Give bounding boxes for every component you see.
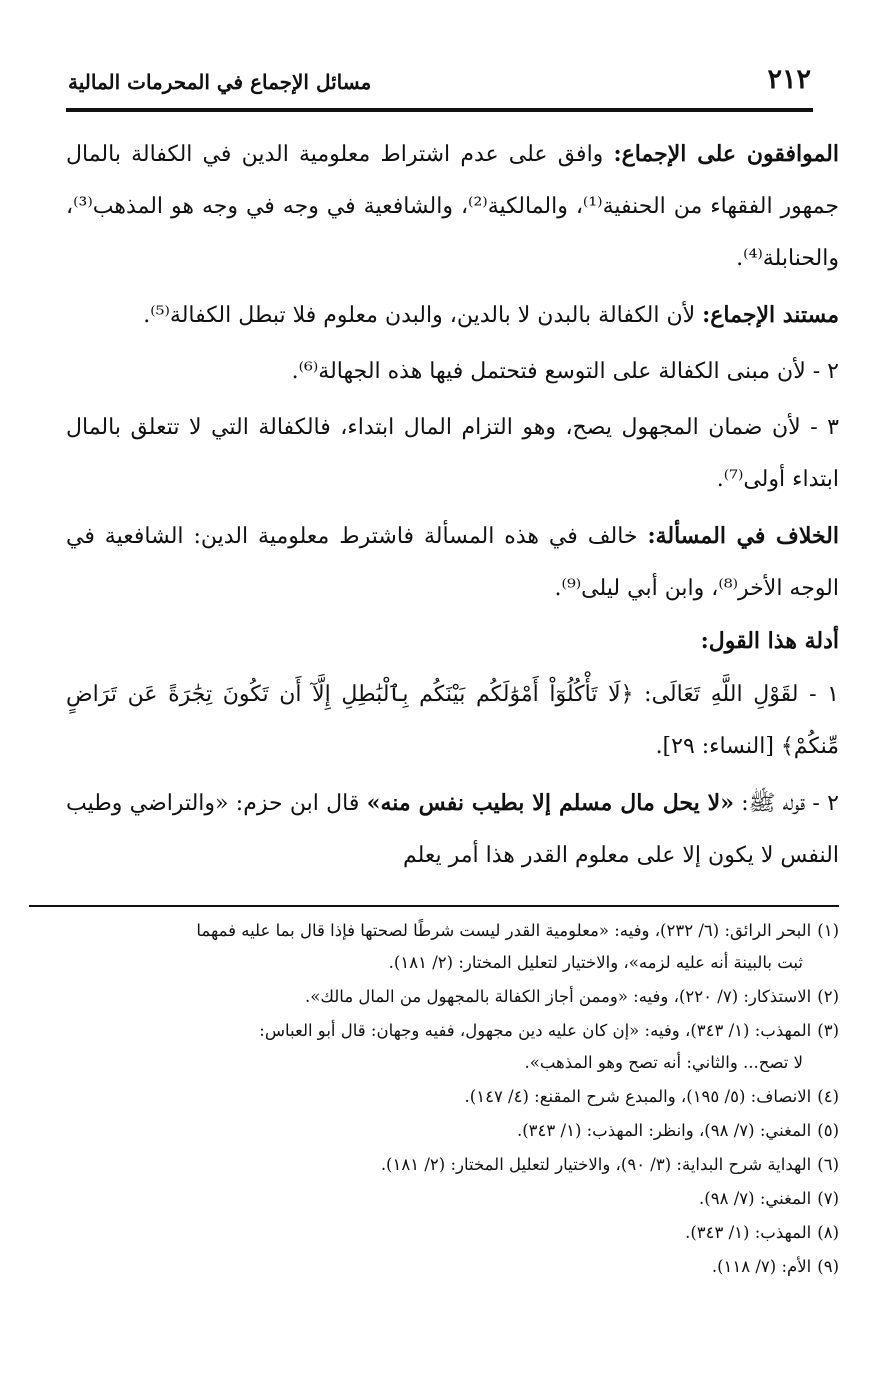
footnote-text: الأم: (٧/ ١١٨). xyxy=(711,1257,812,1276)
footnote-text: البحر الرائق: (٦/ ٢٣٢)، وفيه: «معلومية القدر ليست شرطًا لصحتها فإذا قال بما عليه فمهما xyxy=(196,921,812,940)
running-title: مسائل الإجماع في المحرمات المالية xyxy=(68,70,372,94)
paragraph-evidence-1: ١ - لقَوْلِ اللَّهِ تَعَالَى: ﴿لَا تَأْكُلُوٓاْ أَمْوَٰلَكُم بَيْنَكُم بِٱلْبَٰطِلِ إِلَّآ أَن تَكُونَ تِجَٰرَةً عَن تَرَاضٍ مِّنكُمْ﴾ [النساء: ٢٩]. xyxy=(66,682,839,759)
footnote-text: المغني: (٧/ ٩٨)، وانظر: المهذب: (١/ ٣٤٣). xyxy=(516,1121,812,1140)
footnote-number: (١) xyxy=(817,921,839,940)
paragraph-agreement xyxy=(66,128,839,285)
footnote-text: المهذب: (١/ ٣٤٣). xyxy=(685,1223,812,1242)
paragraph-lead: مستند الإجماع: xyxy=(702,302,839,328)
footnote-2 xyxy=(66,981,839,1013)
paragraph-basis xyxy=(66,289,839,342)
footnote-rule xyxy=(29,905,839,907)
footnote-text: الانصاف: (٥/ ١٩٥)، والمبدع شرح المقنع: (٤/ ١٤٧). xyxy=(464,1087,812,1106)
paragraph-prefix: ٢ - قوله ﷺ: xyxy=(741,791,839,816)
footnote-number: (٤) xyxy=(817,1087,839,1106)
footnote-text: الهداية شرح البداية: (٣/ ٩٠)، والاختيار لتعليل المختار: (٢/ ١٨١). xyxy=(380,1155,812,1174)
footnote-number: (٨) xyxy=(817,1223,839,1242)
footnote-continuation: ثبت بالبينة أنه عليه لزمه»، والاختيار لتعليل المختار: (٢/ ١٨١). xyxy=(388,953,803,972)
footnote-number: (٢) xyxy=(817,987,839,1006)
footnote-text: الاستذكار: (٧/ ٢٢٠)، وفيه: «وممن أجاز الكفالة بالمجهول من المال مالك». xyxy=(305,987,812,1006)
page-header xyxy=(66,60,813,106)
footnote-5 xyxy=(66,1115,839,1147)
footnote-number: (٣) xyxy=(817,1021,839,1040)
footnote-text: المهذب: (١/ ٣٤٣)، وفيه: «إن كان عليه دين مجهول، ففيه وجهان: قال أبو العباس: xyxy=(259,1021,812,1040)
paragraph-lead: الموافقون على الإجماع: xyxy=(613,141,839,167)
header-rule xyxy=(66,108,813,112)
paragraph-evidence-2 xyxy=(66,777,839,882)
page-number: ٢١٢ xyxy=(767,64,811,95)
paragraph-text: وافق على عدم اشتراط معلومية الدين في الكفالة بالمال جمهور الفقهاء من الحنفية⁽¹⁾، والمالكية⁽²⁾، والشافعية في وجه في وجه هو المذهب⁽³⁾، والحنابلة⁽⁴⁾. xyxy=(66,142,839,271)
section-heading: أدلة هذا القول: xyxy=(700,628,839,654)
hadith-quote: «لا يحل مال مسلم إلا بطيب نفس منه» xyxy=(366,790,734,816)
paragraph-dispute xyxy=(66,510,839,615)
footnote-8 xyxy=(66,1217,839,1249)
footnote-9 xyxy=(66,1251,839,1283)
paragraph-point-3: ٣ - لأن ضمان المجهول يصح، وهو التزام المال ابتداء، فالكفالة التي لا تتعلق بالمال ابتداء أولى⁽⁷⁾. xyxy=(66,415,839,492)
footnote-number: (٦) xyxy=(817,1155,839,1174)
footnote-number: (٧) xyxy=(817,1189,839,1208)
footnotes xyxy=(66,915,839,1285)
paragraph-text: قال ابن حزم: «والتراضي وطيب النفس لا يكون إلا على معلوم القدر هذا أمر يعلم xyxy=(66,791,839,868)
paragraph-lead: الخلاف في المسألة: xyxy=(647,523,839,549)
footnote-number: (٥) xyxy=(817,1121,839,1140)
footnote-4 xyxy=(66,1081,839,1113)
footnote-1 xyxy=(66,915,839,979)
footnote-number: (٩) xyxy=(817,1257,839,1276)
paragraph-point-2: ٢ - لأن مبنى الكفالة على التوسع فتحتمل فيها هذه الجهالة⁽⁶⁾. xyxy=(291,359,839,384)
footnote-continuation: لا تصح... والثاني: أنه تصح وهو المذهب». xyxy=(524,1053,803,1072)
footnote-text: المغني: (٧/ ٩٨). xyxy=(699,1189,812,1208)
paragraph-text: لأن الكفالة بالبدن لا بالدين، والبدن معلوم فلا تبطل الكفالة⁽⁵⁾. xyxy=(143,303,696,328)
main-text xyxy=(66,128,839,886)
footnote-7 xyxy=(66,1183,839,1215)
footnote-6 xyxy=(66,1149,839,1181)
paragraph-text: خالف في هذه المسألة فاشترط معلومية الدين: الشافعية في الوجه الأخر⁽⁸⁾، وابن أبي ليلى⁽⁹⁾. xyxy=(66,524,839,601)
footnote-3 xyxy=(66,1015,839,1079)
